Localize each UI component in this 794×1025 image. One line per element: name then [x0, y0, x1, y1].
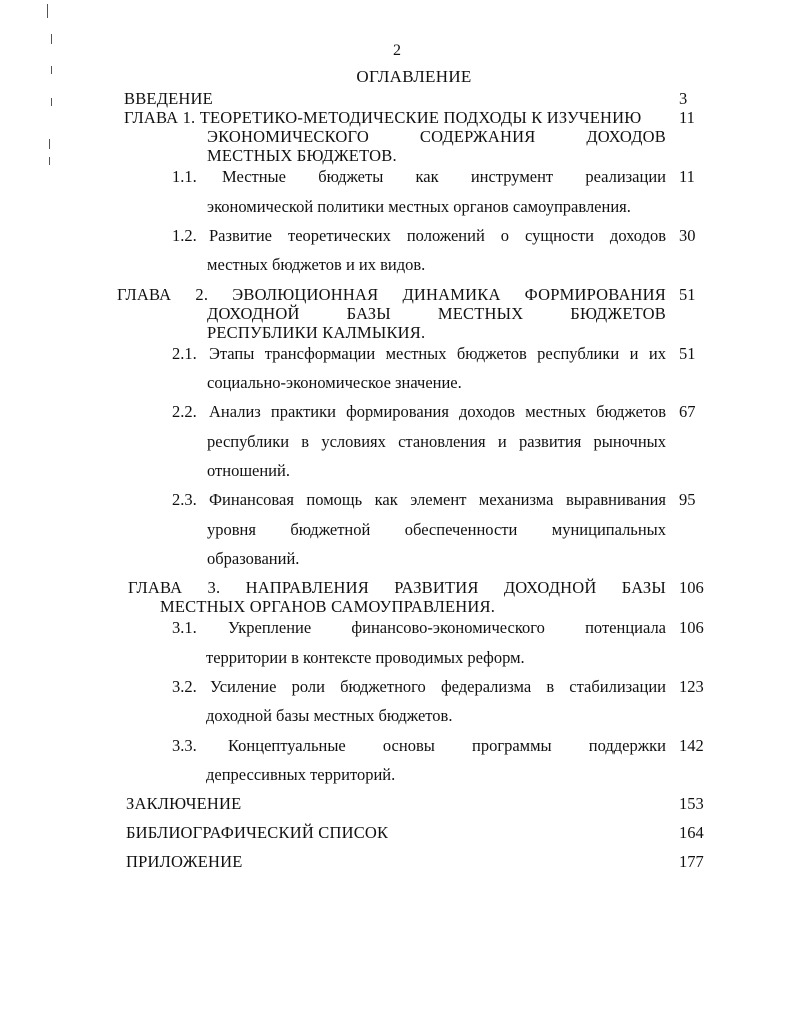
section-title-line: Финансовая помощь как элемент механизма выравнивания	[209, 490, 666, 509]
section-number: 3.3.	[172, 736, 197, 755]
scan-artifact	[49, 139, 50, 149]
section-title-line: Местные бюджеты как инструмент реализации	[222, 167, 666, 186]
scan-artifact	[49, 157, 50, 165]
entry-label: БИБЛИОГРАФИЧЕСКИЙ СПИСОК	[126, 823, 389, 842]
chapter-heading-line: МЕСТНЫХ ОРГАНОВ САМОУПРАВЛЕНИЯ.	[160, 597, 496, 616]
section-title-line: образований.	[207, 549, 300, 568]
page-number: 2	[393, 42, 401, 59]
toc-title: ОГЛАВЛЕНИЕ	[356, 67, 472, 86]
entry-page: 11	[679, 108, 695, 127]
entry-page: 67	[679, 402, 696, 421]
section-title-line: экономической политики местных органов самоуправления.	[207, 197, 631, 216]
chapter-heading-line: ЭКОНОМИЧЕСКОГО СОДЕРЖАНИЯ ДОХОДОВ	[207, 127, 666, 146]
entry-page: 153	[679, 794, 704, 813]
chapter-heading-line: ДОХОДНОЙ БАЗЫ МЕСТНЫХ БЮДЖЕТОВ	[207, 304, 666, 323]
section-title-line: отношений.	[207, 461, 290, 480]
entry-page: 123	[679, 677, 704, 696]
chapter-heading-line: ГЛАВА 3. НАПРАВЛЕНИЯ РАЗВИТИЯ ДОХОДНОЙ БАЗЫ	[128, 578, 666, 597]
entry-page: 106	[679, 618, 704, 637]
section-number: 2.1.	[172, 344, 197, 363]
section-title-line: доходной базы местных бюджетов.	[206, 706, 453, 725]
section-title-line: Развитие теоретических положений о сущности доходов	[209, 226, 666, 245]
chapter-heading-line: МЕСТНЫХ БЮДЖЕТОВ.	[207, 146, 397, 165]
chapter-heading-line: РЕСПУБЛИКИ КАЛМЫКИЯ.	[207, 323, 426, 342]
section-title-line: социально-экономическое значение.	[207, 373, 462, 392]
entry-page: 95	[679, 490, 696, 509]
entry-page: 3	[679, 89, 688, 108]
entry-label: ВВЕДЕНИЕ	[124, 89, 213, 108]
chapter-heading-line: ГЛАВА 1. ТЕОРЕТИКО-МЕТОДИЧЕСКИЕ ПОДХОДЫ К ИЗУЧЕНИЮ	[124, 108, 642, 127]
section-number: 2.2.	[172, 402, 197, 421]
section-title-line: уровня бюджетной обеспеченности муниципальных	[207, 520, 666, 539]
section-number: 2.3.	[172, 490, 197, 509]
section-title-line: Укрепление финансово-экономического потенциала	[228, 618, 666, 637]
chapter-heading-line: ГЛАВА 2. ЭВОЛЮЦИОННАЯ ДИНАМИКА ФОРМИРОВАНИЯ	[117, 285, 666, 304]
section-title-line: местных бюджетов и их видов.	[207, 255, 426, 274]
entry-page: 11	[679, 167, 695, 186]
section-title-line: территории в контексте проводимых реформ.	[206, 648, 525, 667]
scan-artifact	[51, 98, 52, 106]
entry-page: 51	[679, 344, 696, 363]
section-number: 1.1.	[172, 167, 197, 186]
section-title-line: Этапы трансформации местных бюджетов республики и их	[209, 344, 666, 363]
entry-page: 142	[679, 736, 704, 755]
entry-label: ПРИЛОЖЕНИЕ	[126, 852, 243, 871]
entry-page: 51	[679, 285, 696, 304]
section-title-line: Концептуальные основы программы поддержки	[228, 736, 666, 755]
section-number: 3.2.	[172, 677, 197, 696]
entry-page: 177	[679, 852, 704, 871]
section-number: 3.1.	[172, 618, 197, 637]
entry-page: 164	[679, 823, 704, 842]
entry-page: 30	[679, 226, 696, 245]
entry-label: ЗАКЛЮЧЕНИЕ	[126, 794, 242, 813]
scan-artifact	[47, 4, 48, 18]
section-title-line: республики в условиях становления и развития рыночных	[207, 432, 666, 451]
entry-page: 106	[679, 578, 704, 597]
section-number: 1.2.	[172, 226, 197, 245]
section-title-line: Усиление роли бюджетного федерализма в стабилизации	[210, 677, 666, 696]
section-title-line: Анализ практики формирования доходов местных бюджетов	[209, 402, 666, 421]
section-title-line: депрессивных территорий.	[206, 765, 396, 784]
